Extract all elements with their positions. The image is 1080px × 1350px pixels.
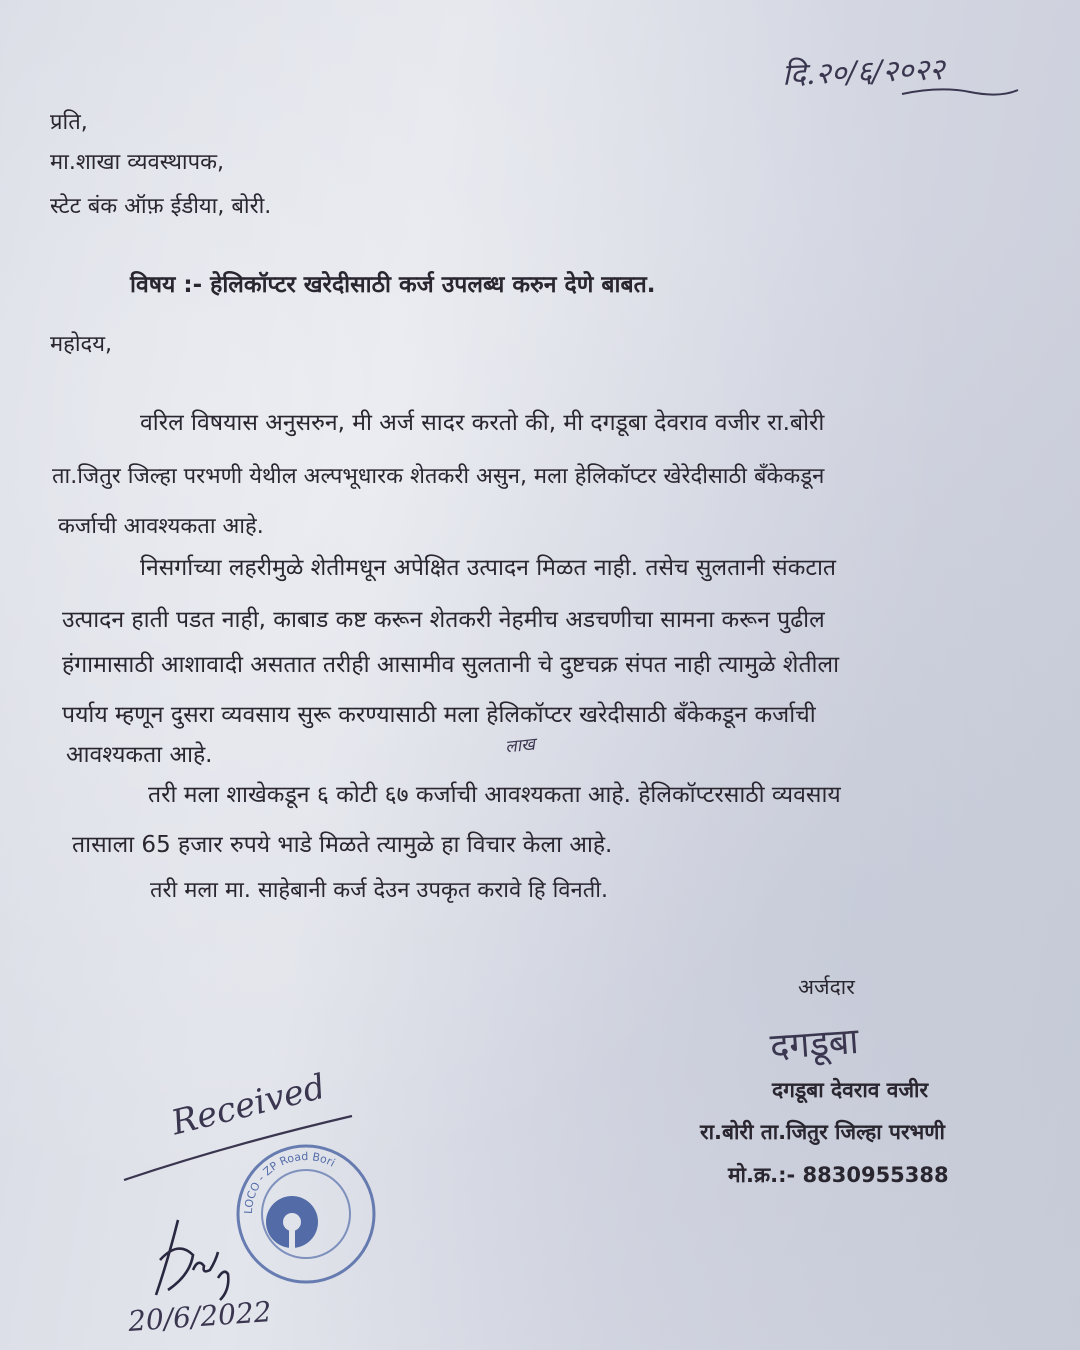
recipient-title: मा.शाखा व्यवस्थापक, <box>50 150 224 175</box>
date-underline <box>900 82 1020 102</box>
para1-line2: ता.जितुर जिल्हा परभणी येथील अल्पभूधारक शेतकरी असुन, मला हेलिकॉप्टर खेरेदीसाठी बँकेकडून <box>52 464 825 489</box>
applicant-label: अर्जदार <box>798 975 855 999</box>
para2-line4: पर्याय म्हणून दुसरा व्यवसाय सुरू करण्यासाठी मला हेलिकॉप्टर खरेदीसाठी बँकेकडून कर्जाची <box>62 702 816 728</box>
handwritten-date: दि.२०/६/२०२२ <box>781 52 946 93</box>
subject-line: विषय :- हेलिकॉप्टर खरेदीसाठी कर्ज उपलब्ध करुन देणे बाबत. <box>130 272 656 298</box>
para2-line2: उत्पादन हाती पडत नाही, काबाड कष्ट करून शेतकरी नेहमीच अडचणीचा सामना करून पुढील <box>62 607 825 633</box>
para1-line3: कर्जाची आवश्यकता आहे. <box>58 514 264 539</box>
received-date: 20/6/2022 <box>127 1295 273 1338</box>
applicant-signature: दगडूबा <box>768 1020 860 1069</box>
handwritten-insert-lakh: लाख <box>504 734 536 758</box>
recipient-bank: स्टेट बंक ऑफ़ ईडीया, बोरी. <box>50 194 272 219</box>
recipient-prati: प्रति, <box>50 110 88 135</box>
para2-line5: आवश्यकता आहे. <box>66 742 213 768</box>
para2-line3: हंगामासाठी आशावादी असतात तरीही आसामीव सुलतानी चे दुष्टचक्र संपत नाही त्यामुळे शेतीला <box>62 652 840 678</box>
received-signature <box>138 1200 248 1310</box>
para3-line1: तरी मला शाखेकडून ६ कोटी ६७ कर्जाची आवश्यकता आहे. हेलिकॉप्टरसाठी व्यवसाय <box>148 782 841 808</box>
para2-line1: निसर्गाच्या लहरीमुळे शेतीमधून अपेक्षित उत्पादन मिळत नाही. तसेच सुलतानी संकटात <box>140 555 837 581</box>
applicant-mobile: मो.क्र.:- 8830955388 <box>728 1163 949 1187</box>
para3-line2: तासाला 65 हजार रुपये भाडे मिळते त्यामुळे हा विचार केला आहे. <box>72 832 613 858</box>
applicant-name: दगडूबा देवराव वजीर <box>772 1078 929 1102</box>
salutation: महोदय, <box>50 332 112 357</box>
applicant-address: रा.बोरी ता.जितुर जिल्हा परभणी <box>700 1120 945 1144</box>
para4-line: तरी मला मा. साहेबानी कर्ज देउन उपकृत करावे हि विनती. <box>150 878 608 903</box>
para1-line1: वरिल विषयास अनुसरुन, मी अर्ज सादर करतो की, मी दगडूबा देवराव वजीर रा.बोरी <box>140 410 825 436</box>
stamp-text: LOCO - ZP Road Bori <box>241 1149 338 1215</box>
received-label: Received <box>167 1066 330 1144</box>
bank-stamp <box>232 1140 380 1288</box>
